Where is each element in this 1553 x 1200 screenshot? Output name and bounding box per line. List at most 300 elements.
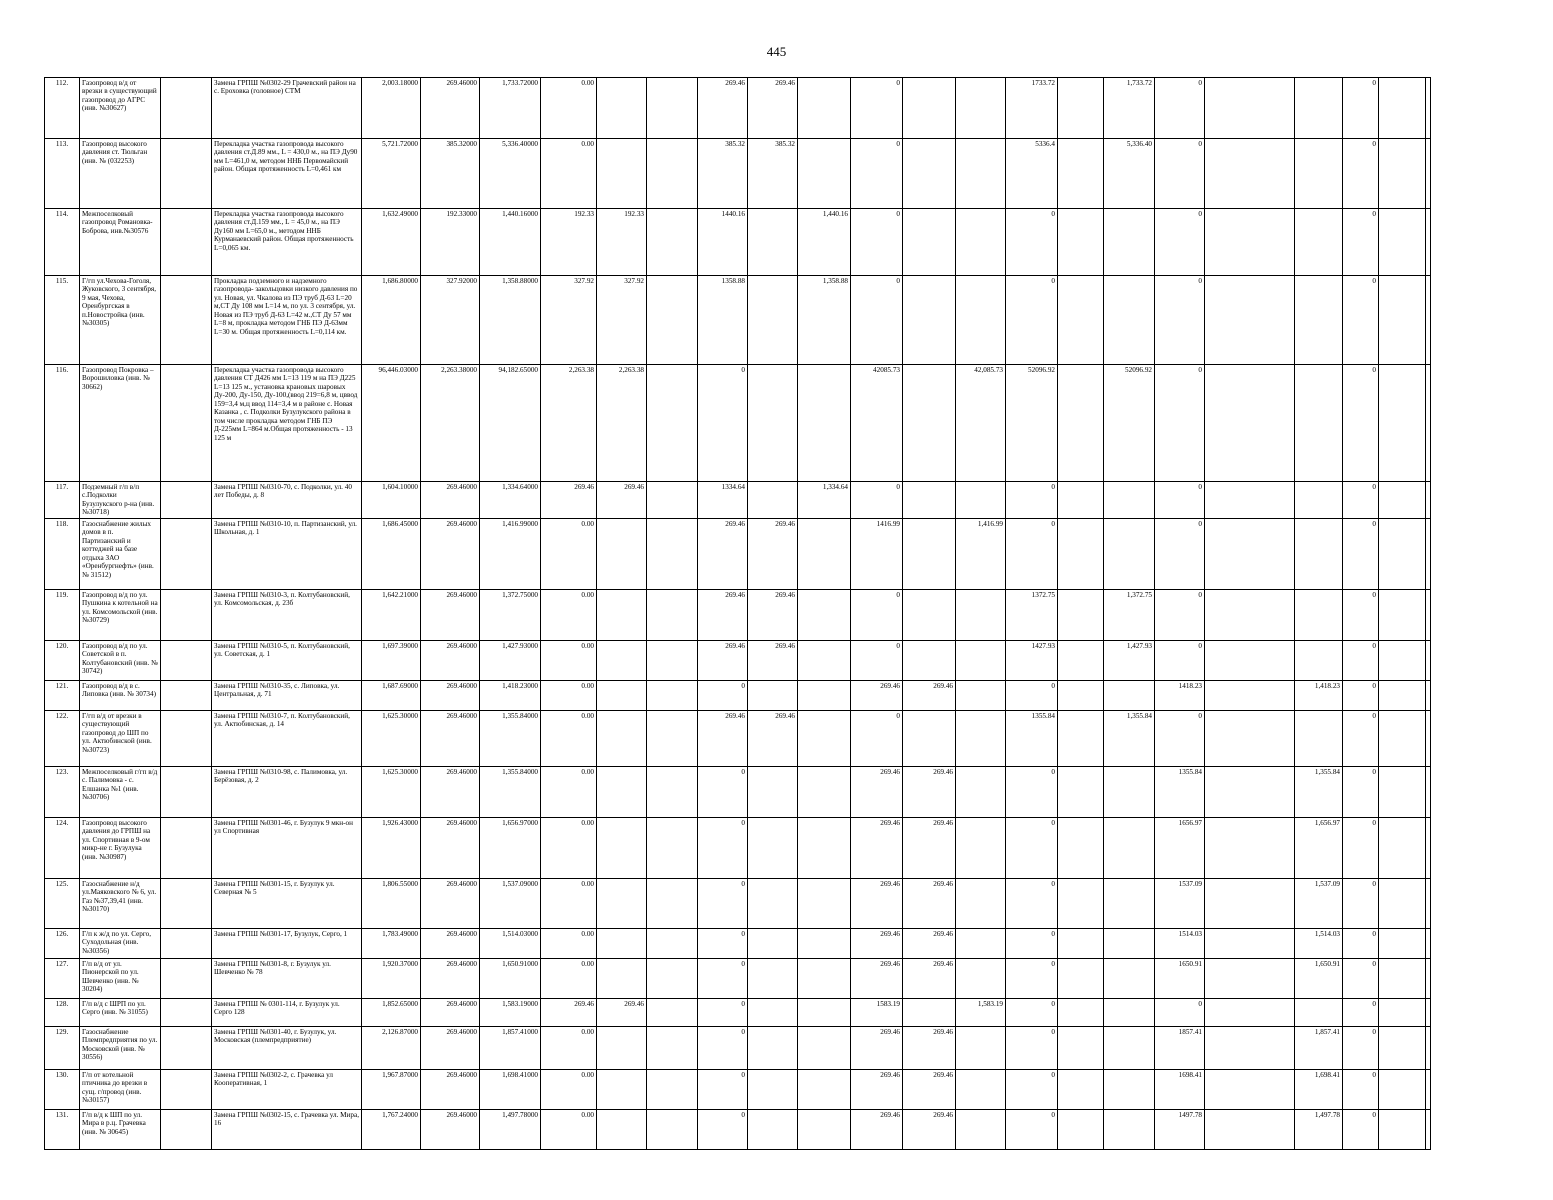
value-cell [1426, 209, 1431, 276]
value-cell: 1,650.91000 [480, 958, 541, 998]
value-cell: 0 [698, 998, 748, 1026]
row-number-cell: 126. [45, 928, 80, 958]
value-cell [1104, 1069, 1155, 1109]
value-cell [647, 817, 698, 878]
value-cell [647, 928, 698, 958]
inventory-cell [161, 640, 212, 680]
value-cell [798, 139, 851, 209]
value-cell: 1355.84 [1155, 766, 1205, 817]
value-cell: 0.00 [541, 680, 597, 710]
value-cell: 0 [1006, 998, 1058, 1026]
value-cell [748, 998, 798, 1026]
page-number: 445 [766, 44, 787, 59]
value-cell: 0 [1155, 518, 1205, 589]
value-cell [597, 589, 647, 640]
value-cell [748, 817, 798, 878]
value-cell [647, 1109, 698, 1149]
value-cell [956, 482, 1006, 519]
value-cell [647, 139, 698, 209]
value-cell: 0 [1006, 958, 1058, 998]
value-cell: 269.46 [851, 878, 903, 928]
value-cell [597, 928, 647, 958]
object-name-cell: Г/гп ул.Чехова-Гоголя, Жуковского, 3 сентября, 9 мая, Чехова, Оренбургская в п.Новостройка (инв. №30305) [80, 276, 161, 365]
value-cell: 385.32 [698, 139, 748, 209]
value-cell: 1698.41 [1155, 1069, 1205, 1109]
value-cell [1205, 998, 1295, 1026]
value-cell: 1440.16 [698, 209, 748, 276]
table-row [45, 817, 1431, 878]
value-cell: 269.46 [903, 1109, 956, 1149]
value-cell: 269.46000 [421, 589, 480, 640]
value-cell [647, 998, 698, 1026]
value-cell [1426, 878, 1431, 928]
value-cell: 0 [1343, 518, 1379, 589]
value-cell [1104, 209, 1155, 276]
value-cell: 269.46 [903, 680, 956, 710]
value-cell: 0 [1006, 680, 1058, 710]
value-cell: 269.46000 [421, 680, 480, 710]
value-cell: 2,263.38 [597, 365, 647, 482]
value-cell: 1,687.69000 [362, 680, 421, 710]
object-name-cell: Г/п в/д от ул. Пионерской по ул. Шевченко (инв. № 30204) [80, 958, 161, 998]
value-cell: 1514.03 [1155, 928, 1205, 958]
value-cell: 1733.72 [1006, 78, 1058, 139]
value-cell: 1,697.39000 [362, 640, 421, 680]
value-cell: 0 [851, 589, 903, 640]
value-cell [798, 766, 851, 817]
value-cell: 269.46 [698, 78, 748, 139]
row-number-cell: 128. [45, 998, 80, 1026]
value-cell: 2,263.38000 [421, 365, 480, 482]
value-cell: 1,537.09 [1295, 878, 1343, 928]
table-row [45, 878, 1431, 928]
value-cell: 192.33000 [421, 209, 480, 276]
inventory-cell [161, 710, 212, 766]
value-cell: 0 [698, 680, 748, 710]
value-cell: 0 [851, 640, 903, 680]
object-name-cell: Газоснабжение н/д ул.Маяковского № 6, ул. Газ №37,39,41 (инв. №30170) [80, 878, 161, 928]
value-cell [1205, 928, 1295, 958]
value-cell: 1358.88 [698, 276, 748, 365]
value-cell: 269.46000 [421, 998, 480, 1026]
object-name-cell: Г/п в/д к ШП по ул. Мира в р.ц. Грачевка (инв. № 30645) [80, 1109, 161, 1149]
value-cell [1058, 209, 1104, 276]
value-cell [1426, 365, 1431, 482]
value-cell: 269.46 [851, 928, 903, 958]
value-cell [1295, 640, 1343, 680]
row-number-cell: 130. [45, 1069, 80, 1109]
value-cell [748, 1069, 798, 1109]
value-cell: 0 [1343, 209, 1379, 276]
row-number-cell: 119. [45, 589, 80, 640]
value-cell: 1537.09 [1155, 878, 1205, 928]
value-cell [798, 817, 851, 878]
table-row [45, 680, 1431, 710]
value-cell: 0 [1343, 958, 1379, 998]
row-number-cell: 121. [45, 680, 80, 710]
value-cell: 1,355.84000 [480, 766, 541, 817]
value-cell [1295, 276, 1343, 365]
object-name-cell: Газопровод в/д по ул. Советской в п. Колтубановский (инв. № 30742) [80, 640, 161, 680]
work-description-cell: Замена ГРПШ №0310-5, п. Колтубановский, ул. Советская, д. 1 [212, 640, 362, 680]
inventory-cell [161, 1069, 212, 1109]
table-row [45, 640, 1431, 680]
value-cell: 269.46 [698, 589, 748, 640]
value-cell: 1,852.65000 [362, 998, 421, 1026]
value-cell [597, 139, 647, 209]
value-cell: 0 [1343, 78, 1379, 139]
value-cell: 0 [1343, 878, 1379, 928]
value-cell: 1,625.30000 [362, 766, 421, 817]
value-cell [798, 78, 851, 139]
value-cell: 5,721.72000 [362, 139, 421, 209]
object-name-cell: Газопровод в/д по ул. Пушкина к котельной на ул. Комсомольской (инв. №30729) [80, 589, 161, 640]
value-cell: 0 [1155, 139, 1205, 209]
value-cell [1426, 1026, 1431, 1069]
value-cell: 1,355.84 [1295, 766, 1343, 817]
value-cell: 0 [1343, 680, 1379, 710]
value-cell: 269.46 [698, 640, 748, 680]
value-cell: 269.46 [851, 680, 903, 710]
value-cell [1379, 680, 1426, 710]
object-name-cell: Газопровод в/д от врезки в существующий газопровод до АГРС (инв. №30627) [80, 78, 161, 139]
value-cell [1058, 998, 1104, 1026]
value-cell [1379, 878, 1426, 928]
value-cell: 1,698.41 [1295, 1069, 1343, 1109]
value-cell: 1,427.93000 [480, 640, 541, 680]
inventory-cell [161, 1109, 212, 1149]
value-cell: 0 [1155, 209, 1205, 276]
value-cell: 1,656.97 [1295, 817, 1343, 878]
value-cell: 0 [1006, 482, 1058, 519]
value-cell: 0 [1155, 78, 1205, 139]
value-cell: 1,632.49000 [362, 209, 421, 276]
value-cell: 1583.19 [851, 998, 903, 1026]
value-cell: 269.46 [851, 766, 903, 817]
value-cell [1426, 958, 1431, 998]
value-cell [903, 710, 956, 766]
value-cell: 269.46 [903, 1026, 956, 1069]
table-row [45, 365, 1431, 482]
value-cell: 1,440.16000 [480, 209, 541, 276]
value-cell [1379, 518, 1426, 589]
value-cell: 2,263.38 [541, 365, 597, 482]
value-cell [647, 680, 698, 710]
value-cell: 0 [1343, 640, 1379, 680]
value-cell [956, 958, 1006, 998]
value-cell: 269.46 [597, 998, 647, 1026]
value-cell [1205, 1109, 1295, 1149]
value-cell [1058, 640, 1104, 680]
value-cell: 1,583.19000 [480, 998, 541, 1026]
value-cell: 1,355.84 [1104, 710, 1155, 766]
value-cell [1379, 766, 1426, 817]
value-cell [647, 766, 698, 817]
value-cell: 269.46 [903, 766, 956, 817]
value-cell [1379, 640, 1426, 680]
inventory-cell [161, 928, 212, 958]
value-cell [1058, 589, 1104, 640]
value-cell: 1,625.30000 [362, 710, 421, 766]
value-cell [903, 276, 956, 365]
value-cell [1104, 958, 1155, 998]
value-cell [798, 680, 851, 710]
value-cell [1379, 710, 1426, 766]
value-cell: 0.00 [541, 817, 597, 878]
value-cell [798, 878, 851, 928]
value-cell [1205, 482, 1295, 519]
value-cell [956, 1026, 1006, 1069]
value-cell [1205, 589, 1295, 640]
value-cell [748, 958, 798, 998]
value-cell: 0 [1343, 928, 1379, 958]
value-cell: 1,733.72 [1104, 78, 1155, 139]
row-number-cell: 124. [45, 817, 80, 878]
value-cell [647, 589, 698, 640]
value-cell [1379, 817, 1426, 878]
value-cell: 269.46000 [421, 518, 480, 589]
value-cell [1295, 209, 1343, 276]
work-description-cell: Замена ГРПШ №0301-40, г. Бузулук, ул. Московская (племпредприятие) [212, 1026, 362, 1069]
object-name-cell: Газопровод высокого давления ст. Тюльган (инв. № (032253) [80, 139, 161, 209]
value-cell [1104, 1026, 1155, 1069]
value-cell: 269.46 [851, 817, 903, 878]
value-cell: 0 [1006, 1109, 1058, 1149]
value-cell: 96,446.03000 [362, 365, 421, 482]
value-cell: 0 [1155, 710, 1205, 766]
table-row [45, 1109, 1431, 1149]
value-cell: 0.00 [541, 958, 597, 998]
value-cell [903, 209, 956, 276]
value-cell: 0 [698, 365, 748, 482]
register-table [44, 77, 1431, 1150]
object-name-cell: Г/п в/д с ШРП по ул. Серго (инв. № 31055) [80, 998, 161, 1026]
value-cell [1379, 998, 1426, 1026]
value-cell [597, 1069, 647, 1109]
value-cell: 269.46000 [421, 1026, 480, 1069]
value-cell [1205, 1069, 1295, 1109]
value-cell [1104, 276, 1155, 365]
value-cell [1379, 928, 1426, 958]
table-row [45, 139, 1431, 209]
value-cell: 1,537.09000 [480, 878, 541, 928]
value-cell [956, 766, 1006, 817]
value-cell: 269.46000 [421, 928, 480, 958]
value-cell: 269.46000 [421, 640, 480, 680]
value-cell [1426, 998, 1431, 1026]
value-cell [597, 640, 647, 680]
value-cell: 269.46 [748, 78, 798, 139]
value-cell [903, 482, 956, 519]
value-cell [1205, 710, 1295, 766]
value-cell: 1,418.23000 [480, 680, 541, 710]
value-cell [1379, 1109, 1426, 1149]
object-name-cell: Газопровод высокого давления до ГРПШ на ул. Спортивная в 9-ом микр-не г. Бузулука (инв. №30987) [80, 817, 161, 878]
value-cell: 0 [1343, 766, 1379, 817]
value-cell: 0 [1006, 928, 1058, 958]
row-number-cell: 118. [45, 518, 80, 589]
value-cell [1295, 139, 1343, 209]
value-cell: 1,497.78000 [480, 1109, 541, 1149]
value-cell [1426, 482, 1431, 519]
value-cell [647, 276, 698, 365]
value-cell: 0.00 [541, 518, 597, 589]
value-cell: 1355.84 [1006, 710, 1058, 766]
value-cell [1426, 589, 1431, 640]
value-cell [1379, 589, 1426, 640]
inventory-cell [161, 78, 212, 139]
row-number-cell: 115. [45, 276, 80, 365]
object-name-cell: Межпоселковый газопровод Романовка-Боброва, инв.№30576 [80, 209, 161, 276]
value-cell: 269.46000 [421, 710, 480, 766]
value-cell [956, 1109, 1006, 1149]
value-cell [597, 1026, 647, 1069]
value-cell [1426, 766, 1431, 817]
value-cell: 1650.91 [1155, 958, 1205, 998]
value-cell: 385.32000 [421, 139, 480, 209]
table-row [45, 1026, 1431, 1069]
value-cell [1295, 365, 1343, 482]
value-cell: 1497.78 [1155, 1109, 1205, 1149]
value-cell [1058, 139, 1104, 209]
work-description-cell: Прокладка подземного и надземного газопровода- закольцовки низкого давления по ул. Новая, ул. Чкалова из ПЭ труб Д-63 L=20 м,СТ Ду 108 мм L=14 м, по ул. 3 сентября, ул. Новая из ПЭ труб Д-63 L=42 м.,СТ Ду 57 мм L=8 м, прокладка методом ГНБ ПЭ Д-63мм L=30 м. Общая протяженность L=0,114 км. [212, 276, 362, 365]
value-cell: 192.33 [597, 209, 647, 276]
value-cell [1205, 78, 1295, 139]
value-cell [597, 766, 647, 817]
work-description-cell: Перекладка участка газопровода высокого давления СТ Д426 мм L=13 119 м на ПЭ Д225 L=13 125 м., установка крановых шаровых Ду-200, Ду-150, Ду-100,(ввод 219=6,8 м, цввод 159=3,4 м,ц ввод 114=3,4 м в районе с. Новая Казанка , с. Подколки Бузулукского района в том числе прокладка методом ГНБ ПЭ Д-225мм L=864 м.Общая протяженность - 13 125 м [212, 365, 362, 482]
work-description-cell: Перекладка участка газопровода высокого давления ст.Д.89 мм., L = 430,0 м., на ПЭ Ду90 мм L=461,0 м, методом ННБ Первомайский район. Общая протяженность L=0,461 км [212, 139, 362, 209]
value-cell [956, 78, 1006, 139]
value-cell [1205, 365, 1295, 482]
value-cell: 0.00 [541, 78, 597, 139]
value-cell: 0 [1006, 1069, 1058, 1109]
value-cell: 269.46 [903, 878, 956, 928]
value-cell: 42,085.73 [956, 365, 1006, 482]
row-number-cell: 113. [45, 139, 80, 209]
work-description-cell: Замена ГРПШ №0302-29 Грачевский район на с. Ероховка (головное) СТМ [212, 78, 362, 139]
value-cell: 1,783.49000 [362, 928, 421, 958]
value-cell: 1,418.23 [1295, 680, 1343, 710]
value-cell: 385.32 [748, 139, 798, 209]
value-cell [597, 78, 647, 139]
value-cell: 1,440.16 [798, 209, 851, 276]
value-cell: 1,806.55000 [362, 878, 421, 928]
table-row [45, 998, 1431, 1026]
inventory-cell [161, 766, 212, 817]
value-cell: 327.92 [597, 276, 647, 365]
table-row [45, 518, 1431, 589]
value-cell [903, 139, 956, 209]
value-cell: 269.46 [748, 710, 798, 766]
value-cell: 0 [1006, 276, 1058, 365]
value-cell [1379, 139, 1426, 209]
object-name-cell: Подземный г/п в/п с.Подколки Бузулукского р-на (инв. №30718) [80, 482, 161, 519]
value-cell: 1372.75 [1006, 589, 1058, 640]
value-cell: 1,857.41 [1295, 1026, 1343, 1069]
table-row [45, 766, 1431, 817]
value-cell [1205, 680, 1295, 710]
value-cell: 269.46000 [421, 766, 480, 817]
value-cell: 269.46 [903, 1069, 956, 1109]
value-cell: 0 [1155, 365, 1205, 482]
work-description-cell: Замена ГРПШ №0302-2, с. Грачевка ул Кооперативная, 1 [212, 1069, 362, 1109]
value-cell: 0 [698, 1026, 748, 1069]
value-cell: 0 [1006, 1026, 1058, 1069]
value-cell: 1,334.64000 [480, 482, 541, 519]
object-name-cell: Г/п к ж/д по ул. Серго, Суходольная (инв. №30356) [80, 928, 161, 958]
value-cell: 269.46 [903, 958, 956, 998]
object-name-cell: Г/п от котельной птичника до врезки в сущ. г/провод (инв. №30157) [80, 1069, 161, 1109]
work-description-cell: Замена ГРПШ №0301-17, Бузулук, Серго, 1 [212, 928, 362, 958]
value-cell [748, 365, 798, 482]
inventory-cell [161, 365, 212, 482]
object-name-cell: Г/гп в/д от врезки в существующий газопровод до ШП по ул. Актюбинской (инв. №30723) [80, 710, 161, 766]
value-cell [1104, 766, 1155, 817]
value-cell: 0 [698, 1109, 748, 1149]
value-cell [748, 1026, 798, 1069]
value-cell [956, 710, 1006, 766]
value-cell [748, 680, 798, 710]
value-cell: 327.92000 [421, 276, 480, 365]
value-cell [1205, 640, 1295, 680]
value-cell: 0 [1343, 276, 1379, 365]
inventory-cell [161, 589, 212, 640]
value-cell: 1,358.88 [798, 276, 851, 365]
value-cell [1379, 276, 1426, 365]
value-cell [1058, 482, 1104, 519]
value-cell: 327.92 [541, 276, 597, 365]
table-row [45, 710, 1431, 766]
value-cell [1058, 1026, 1104, 1069]
value-cell: 0 [1343, 710, 1379, 766]
work-description-cell: Замена ГРПШ №0302-15, с. Грачевка ул. Мира, 16 [212, 1109, 362, 1149]
value-cell: 1,733.72000 [480, 78, 541, 139]
value-cell: 1418.23 [1155, 680, 1205, 710]
inventory-cell [161, 958, 212, 998]
value-cell [1058, 958, 1104, 998]
row-number-cell: 125. [45, 878, 80, 928]
value-cell [597, 1109, 647, 1149]
inventory-cell [161, 482, 212, 519]
value-cell [597, 518, 647, 589]
row-number-cell: 129. [45, 1026, 80, 1069]
value-cell [1058, 365, 1104, 482]
value-cell: 1,650.91 [1295, 958, 1343, 998]
object-name-cell: Газопровод Покровка – Ворошиловка (инв. № 30662) [80, 365, 161, 482]
work-description-cell: Замена ГРПШ №0301-46, г. Бузулук 9 мкн-он ул Спортивная [212, 817, 362, 878]
value-cell [798, 710, 851, 766]
value-cell [597, 878, 647, 928]
value-cell: 1,514.03000 [480, 928, 541, 958]
value-cell: 1334.64 [698, 482, 748, 519]
value-cell [798, 1069, 851, 1109]
value-cell [956, 817, 1006, 878]
value-cell: 0.00 [541, 1026, 597, 1069]
table-row [45, 928, 1431, 958]
value-cell: 1,427.93 [1104, 640, 1155, 680]
inventory-cell [161, 276, 212, 365]
inventory-cell [161, 209, 212, 276]
value-cell: 1,686.80000 [362, 276, 421, 365]
value-cell [1205, 817, 1295, 878]
value-cell [1058, 78, 1104, 139]
value-cell: 1,497.78 [1295, 1109, 1343, 1149]
value-cell: 1,686.45000 [362, 518, 421, 589]
value-cell [748, 276, 798, 365]
value-cell: 2,003.18000 [362, 78, 421, 139]
value-cell: 1857.41 [1155, 1026, 1205, 1069]
value-cell: 0 [1155, 640, 1205, 680]
